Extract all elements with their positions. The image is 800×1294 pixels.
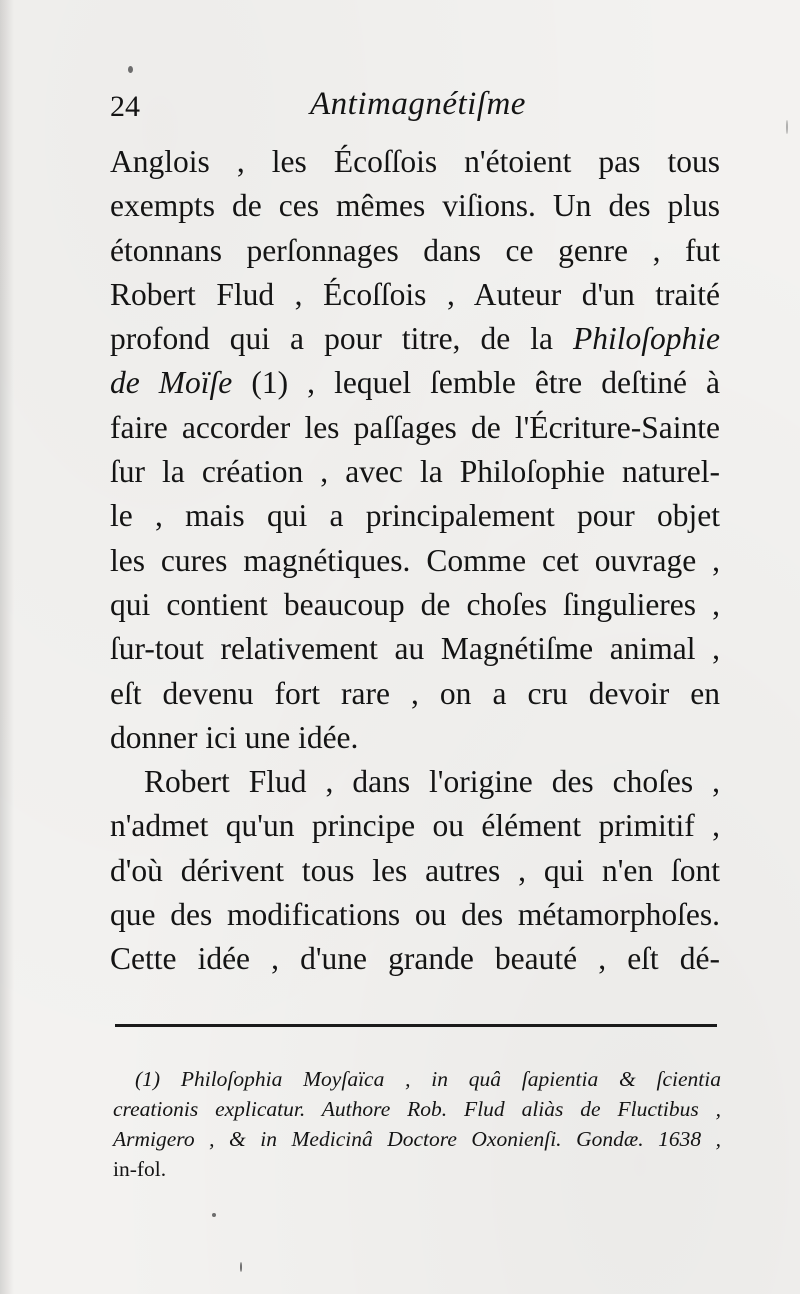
- text-line: faire accorder les paſſages de l'Écriture-Sainte: [110, 409, 720, 445]
- footnote-line: (1) Philoſophia Moyſaïca , in quâ ſapientia & ſcientia: [135, 1067, 721, 1091]
- italic-title-fragment: de Moïſe: [110, 365, 233, 401]
- paper-speck: [128, 66, 133, 73]
- text-line: qui contient beaucoup de choſes ſingulieres ,: [110, 586, 720, 622]
- text-line: ſur-tout relativement au Magnétiſme animal ,: [110, 631, 720, 667]
- text-line: n'admet qu'un principe ou élément primitif ,: [110, 808, 720, 844]
- text-segment: (1) , lequel ſemble être deſtiné à: [251, 365, 720, 401]
- text-line: le , mais qui a principalement pour objet: [110, 498, 720, 534]
- text-line: Anglois , les Écoſſois n'étoient pas tous: [110, 144, 720, 179]
- paper-speck: [240, 1262, 242, 1272]
- text-line: eſt devenu fort rare , on a cru devoir en: [110, 675, 720, 711]
- main-text: [110, 140, 720, 982]
- page-header: [110, 86, 710, 136]
- footnote-line: in-fol.: [113, 1157, 167, 1181]
- page-number: 24: [110, 90, 140, 123]
- text-line: donner ici une idée.: [110, 719, 359, 755]
- text-line: étonnans perſonnages dans ce genre , fut: [110, 232, 720, 268]
- text-line: exempts de ces mêmes viſions. Un des plus: [110, 188, 720, 224]
- text-line: que des modifications ou des métamorphoſes.: [110, 897, 720, 933]
- footnote-separator: [115, 1024, 717, 1027]
- text-line: Robert Flud , dans l'origine des choſes ,: [144, 764, 720, 800]
- footnote: [113, 1064, 721, 1184]
- text-line: d'où dérivent tous les autres , qui n'en ſont: [110, 852, 720, 888]
- text-line-with-italic: [110, 361, 720, 405]
- text-line: ſur la création , avec la Philoſophie naturel-: [110, 454, 720, 490]
- text-line: Robert Flud , Écoſſois , Auteur d'un traité: [110, 276, 720, 312]
- text-line: les cures magnétiques. Comme cet ouvrage ,: [110, 542, 720, 578]
- paper-speck: [212, 1213, 216, 1217]
- italic-title-fragment: Philoſophie: [573, 321, 720, 357]
- paper-speck: [786, 120, 788, 134]
- footnote-line: Armigero , & in Medicinâ Doctore Oxonienſi. Gondæ. 1638 ,: [113, 1127, 721, 1151]
- running-title: Antimagnétiſme: [310, 86, 526, 122]
- text-segment: profond qui a pour titre, de la: [110, 321, 553, 357]
- footnote-line: creationis explicatur. Authore Rob. Flud aliàs de Fluctibus ,: [113, 1097, 721, 1121]
- text-line: Cette idée , d'une grande beauté , eſt dé-: [110, 941, 720, 977]
- text-line-with-italic: [110, 317, 720, 361]
- page-edge-shadow: [0, 0, 14, 1294]
